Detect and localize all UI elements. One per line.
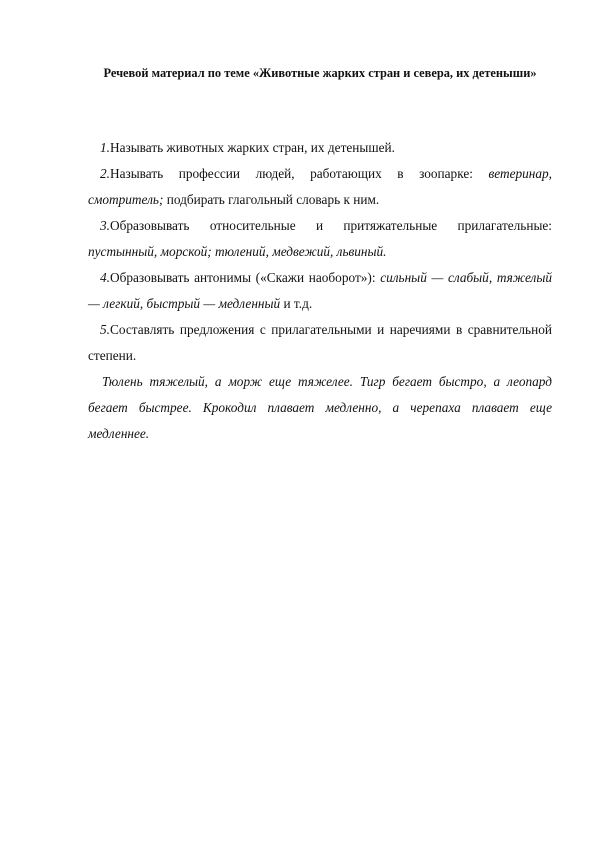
task-examples: сильный — слабый, тяжелый — легкий, быстрый — медленный xyxy=(88,270,552,311)
task-text: и т.д. xyxy=(280,296,313,311)
task-text: Образовывать относительные и притяжательные прилагательные: xyxy=(109,218,552,233)
task-examples: пустынный, морской; тюлений, медвежий, львиный. xyxy=(88,244,387,259)
task-item xyxy=(88,265,552,317)
task-number: 3. xyxy=(100,218,110,233)
task-item xyxy=(88,317,552,369)
task-number: 2. xyxy=(100,166,110,181)
task-text: Называть профессии людей, работающих в зоопарке: xyxy=(109,166,489,181)
document-body xyxy=(88,135,552,447)
task-text: Составлять предложения с прилагательными и наречиями в сравнительной степени. xyxy=(88,322,552,363)
example-paragraph: Тюлень тяжелый, а морж еще тяжелее. Тигр бегает быстро, а леопард бегает быстрее. Крокодил плавает медленно, а черепаха плавает еще медленнее. xyxy=(88,374,552,441)
task-item xyxy=(88,161,552,213)
task-number: 5. xyxy=(100,322,110,337)
task-text: Образовывать антонимы («Скажи наоборот»): xyxy=(109,270,381,285)
task-examples: ветеринар, смотритель; xyxy=(88,166,552,207)
task-item xyxy=(88,135,552,161)
task-text: Называть животных жарких стран, их детенышей. xyxy=(109,140,395,155)
task-item xyxy=(88,213,552,265)
document-title: Речевой материал по теме «Животные жарких стран и севера, их детеныши» xyxy=(103,66,537,80)
task-list xyxy=(88,135,552,369)
task-number: 4. xyxy=(100,270,110,285)
task-text: подбирать глагольный словарь к ним. xyxy=(163,192,380,207)
task-number: 1. xyxy=(100,140,110,155)
